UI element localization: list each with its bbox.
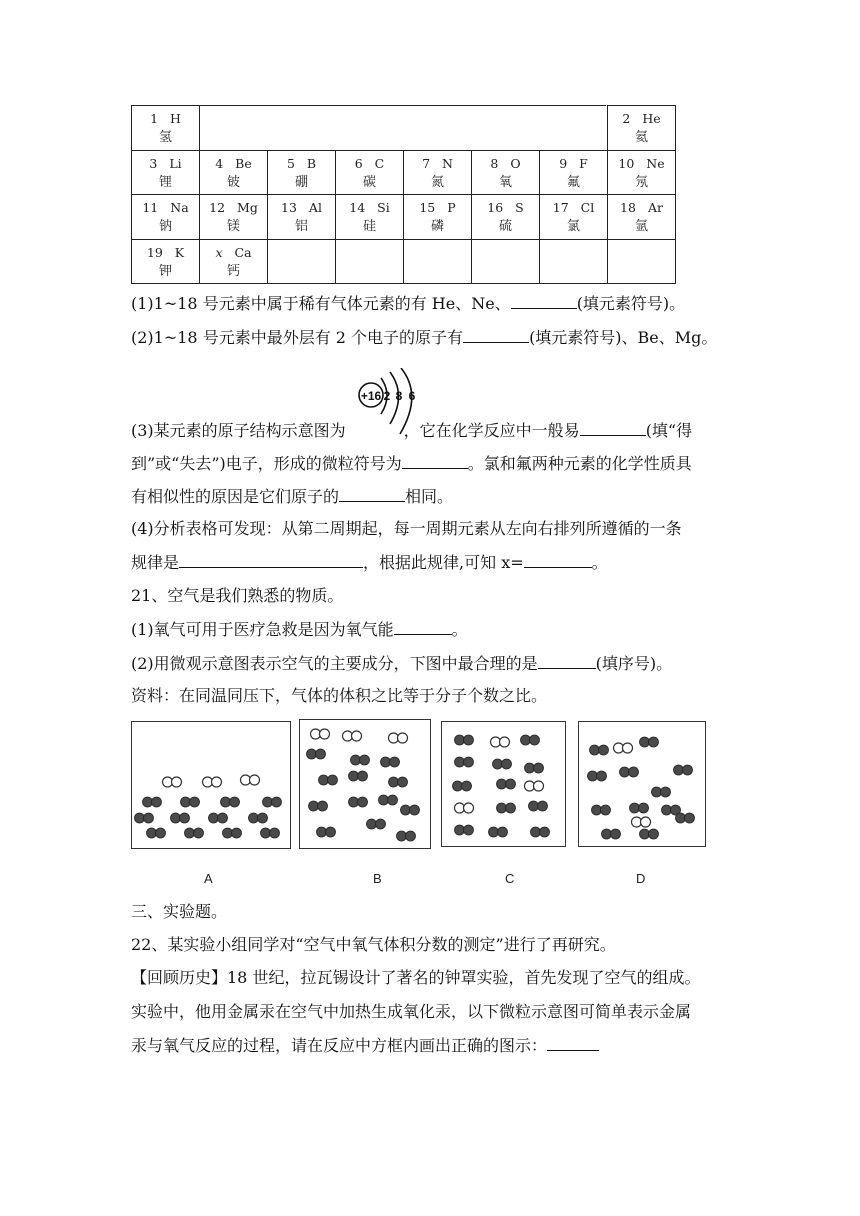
element-name: 氟 — [566, 174, 580, 190]
element-symbol: S — [515, 200, 524, 215]
element-cell-k — [131, 239, 200, 285]
element-number-symbol — [132, 154, 199, 173]
nitrogen-molecule-icon — [652, 787, 671, 797]
oxygen-molecule-icon — [163, 777, 182, 787]
atomic-number: 10 — [618, 155, 635, 171]
oxygen-molecule-icon — [311, 729, 330, 739]
nitrogen-molecule-icon — [525, 763, 544, 773]
element-symbol: Ar — [647, 200, 663, 215]
empty-cell — [403, 239, 472, 285]
shell-electrons-2: 8 — [395, 389, 403, 403]
element-number-symbol — [540, 154, 607, 173]
nitrogen-molecule-icon — [379, 795, 398, 805]
element-name: 氩 — [634, 219, 648, 234]
nitrogen-molecule-icon — [521, 735, 540, 745]
nitrogen-molecule-icon — [640, 829, 659, 839]
element-symbol: K — [174, 244, 185, 260]
answer-blank[interactable] — [394, 617, 452, 635]
option-label-d: D — [636, 871, 646, 886]
element-cell-s — [471, 194, 540, 240]
empty-cell — [471, 239, 540, 285]
element-cell-na — [131, 194, 200, 240]
element-number-symbol — [132, 198, 199, 217]
nitrogen-molecule-icon — [493, 759, 512, 769]
q20-part4-line2: 规律是 ，根据此规律,可知 x= 。 — [131, 550, 608, 575]
answer-blank[interactable] — [179, 550, 363, 568]
q20-part1: (1)1~18 号元素中属于稀有气体元素的有 He、Ne、 (填元素符号)。 — [131, 291, 685, 316]
element-number-symbol — [608, 198, 675, 217]
atomic-number: 19 — [146, 244, 163, 260]
nitrogen-molecule-icon — [455, 825, 474, 835]
element-cell-li — [131, 150, 200, 196]
nitrogen-molecule-icon — [620, 767, 639, 777]
element-name: 硼 — [294, 174, 308, 190]
element-symbol: P — [447, 200, 456, 215]
oxygen-molecule-icon — [203, 777, 222, 787]
element-symbol: He — [642, 111, 661, 126]
q20-part4-line1: (4)分析表格可发现：从第二周期起，每一周期元素从左向右排列所遵循的一条 — [131, 519, 682, 538]
nitrogen-molecule-icon — [309, 801, 328, 811]
nitrogen-molecule-icon — [529, 801, 548, 811]
nitrogen-molecule-icon — [319, 775, 338, 785]
element-cell-he — [607, 105, 676, 151]
element-symbol: O — [510, 155, 521, 171]
nitrogen-molecule-icon — [181, 797, 200, 807]
element-number-symbol — [608, 154, 675, 173]
oxygen-molecule-icon — [614, 743, 633, 753]
q22-title: 22、某实验小组同学对“空气中氧气体积分数的测定”进行了再研究。 — [131, 935, 616, 954]
molecules — [579, 722, 707, 848]
answer-blank[interactable] — [547, 1033, 599, 1051]
atomic-number: 1 — [150, 111, 159, 126]
nitrogen-molecule-icon — [351, 755, 370, 765]
nitrogen-molecule-icon — [143, 797, 162, 807]
atomic-number: 16 — [487, 200, 504, 215]
shell-electrons-3: 6 — [408, 389, 416, 403]
element-cell-al — [267, 194, 336, 240]
element-symbol: C — [374, 155, 385, 171]
nitrogen-molecule-icon — [588, 771, 607, 781]
answer-blank[interactable] — [402, 451, 468, 469]
atomic-number: 17 — [552, 200, 569, 215]
oxygen-molecule-icon — [389, 733, 408, 743]
element-number-symbol — [540, 198, 607, 217]
answer-blank[interactable] — [339, 484, 405, 502]
nitrogen-molecule-icon — [497, 803, 516, 813]
element-cell-ar — [607, 194, 676, 240]
element-cell-n — [403, 150, 472, 196]
q21-part2: (2)用微观示意图表示空气的主要成分，下图中最合理的是 (填序号)。 — [131, 651, 672, 676]
element-symbol: F — [579, 155, 588, 171]
atomic-number: 12 — [209, 200, 226, 215]
nitrogen-molecule-icon — [676, 813, 695, 823]
element-cell-o — [471, 150, 540, 196]
element-name: 氢 — [158, 130, 172, 145]
nitrogen-molecule-icon — [349, 797, 368, 807]
nitrogen-molecule-icon — [592, 805, 611, 815]
element-name: 钾 — [158, 263, 172, 279]
element-cell-b — [267, 150, 336, 196]
atomic-number: 18 — [620, 200, 636, 215]
nitrogen-molecule-icon — [349, 771, 368, 781]
element-name: 钙 — [226, 263, 240, 279]
empty-cell — [335, 239, 404, 285]
element-name: 镁 — [226, 219, 240, 234]
nitrogen-molecule-icon — [263, 797, 282, 807]
element-number-symbol — [608, 109, 675, 128]
element-number-symbol — [472, 154, 539, 173]
nitrogen-molecule-icon — [489, 827, 508, 837]
element-number-symbol — [336, 198, 403, 217]
molecules — [300, 720, 432, 850]
element-name: 硫 — [498, 219, 512, 234]
element-symbol: B — [306, 155, 317, 171]
nitrogen-molecule-icon — [317, 827, 336, 837]
option-label-a: A — [204, 871, 213, 886]
element-number-symbol — [472, 198, 539, 217]
empty-cell — [607, 239, 676, 285]
element-number-symbol — [268, 198, 335, 217]
q20-part3-line2: 到”或“失去”)电子，形成的微粒符号为 。氯和氟两种元素的化学性质具 — [131, 451, 692, 476]
element-name: 钠 — [158, 219, 172, 234]
element-name: 氮 — [430, 174, 444, 190]
option-label-c: C — [505, 871, 515, 886]
element-name: 氯 — [566, 219, 580, 234]
element-number-symbol — [132, 243, 199, 262]
element-symbol: Be — [235, 155, 252, 171]
nitrogen-molecule-icon — [209, 813, 228, 823]
q21-note: 资料：在同温同压下，气体的体积之比等于分子个数之比。 — [131, 686, 548, 705]
option-label-b: B — [373, 871, 382, 886]
element-cell-p — [403, 194, 472, 240]
nitrogen-molecule-icon — [307, 749, 326, 759]
element-symbol: Al — [308, 200, 322, 215]
element-number-symbol — [404, 154, 471, 173]
nitrogen-molecule-icon — [135, 813, 154, 823]
element-name: 氖 — [634, 174, 648, 190]
nitrogen-molecule-icon — [261, 828, 280, 838]
atomic-number: 9 — [559, 155, 568, 171]
q20-part3-line1: (3)某元素的原子结构示意图为 ，它在化学反应中一般易 (填“得 — [131, 418, 692, 443]
oxygen-molecule-icon — [455, 803, 474, 813]
element-name: 铝 — [294, 219, 308, 234]
nitrogen-molecule-icon — [381, 757, 400, 767]
nitrogen-molecule-icon — [389, 777, 408, 787]
element-cell-cl — [539, 194, 608, 240]
nitrogen-molecule-icon — [590, 745, 609, 755]
answer-blank[interactable] — [580, 418, 646, 436]
nitrogen-molecule-icon — [147, 828, 166, 838]
element-number-symbol — [336, 154, 403, 173]
micro-diagram-a — [131, 721, 291, 849]
element-cell-c — [335, 150, 404, 196]
oxygen-molecule-icon — [632, 817, 651, 827]
empty-cell — [267, 239, 336, 285]
molecules — [442, 722, 567, 848]
micro-diagram-b — [299, 719, 431, 849]
q22-para3: 汞与氧气反应的过程，请在反应中方框内画出正确的图示： — [131, 1033, 599, 1058]
element-cell-si — [335, 194, 404, 240]
atomic-number: 5 — [286, 155, 295, 171]
atomic-number: 4 — [215, 155, 224, 171]
element-number-symbol — [200, 154, 267, 173]
empty-cell — [539, 239, 608, 285]
answer-blank[interactable] — [538, 651, 596, 669]
q20-part3-line3: 有相似性的原因是它们原子的 相同。 — [131, 484, 453, 509]
nitrogen-molecule-icon — [630, 803, 649, 813]
q21-part1: (1)氧气可用于医疗急救是因为氧气能 。 — [131, 617, 468, 642]
atomic-number: 2 — [622, 111, 631, 126]
nitrogen-molecule-icon — [397, 831, 416, 841]
element-cell-ca — [199, 239, 268, 285]
micro-diagram-c — [441, 721, 566, 847]
atomic-number: 11 — [142, 200, 159, 215]
nitrogen-molecule-icon — [674, 765, 693, 775]
element-number-symbol — [404, 198, 471, 217]
q22-para2: 实验中，他用金属汞在空气中加热生成氧化汞，以下微粒示意图可简单表示金属 — [131, 1002, 692, 1021]
element-symbol: Si — [377, 200, 390, 215]
element-number-symbol — [200, 198, 267, 217]
element-symbol: Ne — [646, 155, 665, 171]
element-cell-be — [199, 150, 268, 196]
q21-title: 21、空气是我们熟悉的物质。 — [131, 586, 344, 605]
oxygen-molecule-icon — [491, 737, 510, 747]
element-number-symbol — [268, 154, 335, 173]
nitrogen-molecule-icon — [401, 805, 420, 815]
element-cell-ne — [607, 150, 676, 196]
nitrogen-molecule-icon — [640, 737, 659, 747]
answer-blank[interactable] — [524, 550, 592, 568]
element-number-symbol — [200, 243, 267, 262]
answer-blank[interactable] — [511, 291, 577, 309]
oxygen-molecule-icon — [525, 781, 544, 791]
element-symbol: N — [442, 155, 453, 171]
element-name: 磷 — [430, 219, 444, 234]
atomic-number: 15 — [419, 200, 436, 215]
element-symbol: Mg — [237, 200, 258, 215]
element-cell-f — [539, 150, 608, 196]
micro-diagram-d — [578, 721, 706, 847]
nitrogen-molecule-icon — [221, 797, 240, 807]
nitrogen-molecule-icon — [367, 819, 386, 829]
element-cell-h — [131, 105, 200, 151]
element-cell-mg — [199, 194, 268, 240]
element-name: 铍 — [226, 174, 240, 190]
element-symbol: Cl — [580, 200, 595, 215]
element-name: 碳 — [362, 174, 376, 190]
nitrogen-molecule-icon — [249, 813, 268, 823]
nitrogen-molecule-icon — [602, 829, 621, 839]
atomic-number: 8 — [490, 155, 499, 171]
oxygen-molecule-icon — [343, 731, 362, 741]
nitrogen-molecule-icon — [497, 779, 516, 789]
element-name: 硅 — [362, 219, 376, 234]
shell-electrons-1: 2 — [383, 389, 391, 403]
atomic-number: 7 — [422, 155, 431, 171]
atomic-number: 6 — [354, 155, 363, 171]
atomic-number: 3 — [149, 155, 158, 171]
nitrogen-molecule-icon — [171, 813, 190, 823]
q20-part2: (2)1~18 号元素中最外层有 2 个电子的原子有 (填元素符号)、Be、Mg。 — [131, 325, 717, 350]
element-number-symbol — [132, 109, 199, 128]
nitrogen-molecule-icon — [455, 757, 474, 767]
answer-blank[interactable] — [463, 325, 529, 343]
section-3-heading: 三、实验题。 — [131, 902, 228, 921]
nitrogen-molecule-icon — [223, 828, 242, 838]
nitrogen-molecule-icon — [531, 827, 550, 837]
atomic-number: 14 — [349, 200, 366, 215]
oxygen-molecule-icon — [241, 775, 260, 785]
element-symbol: Na — [170, 200, 189, 215]
element-name: 氦 — [634, 130, 648, 145]
q22-para1: 【回顾历史】18 世纪，拉瓦锡设计了著名的钟罩实验，首先发现了空气的组成。 — [131, 968, 701, 987]
nitrogen-molecule-icon — [455, 735, 474, 745]
nucleus-charge: +16 — [360, 389, 382, 403]
element-symbol: H — [170, 111, 181, 126]
element-symbol: Ca — [234, 244, 252, 260]
element-symbol: Li — [169, 155, 182, 171]
molecules — [132, 722, 292, 850]
periodic-table — [131, 105, 675, 283]
nitrogen-molecule-icon — [185, 828, 204, 838]
element-name: 氧 — [498, 174, 512, 190]
atomic-number: 13 — [281, 200, 297, 215]
element-name: 锂 — [158, 174, 172, 190]
nitrogen-molecule-icon — [453, 781, 472, 791]
atomic-number: x — [215, 244, 223, 260]
table-top-gap-line — [198, 105, 606, 106]
